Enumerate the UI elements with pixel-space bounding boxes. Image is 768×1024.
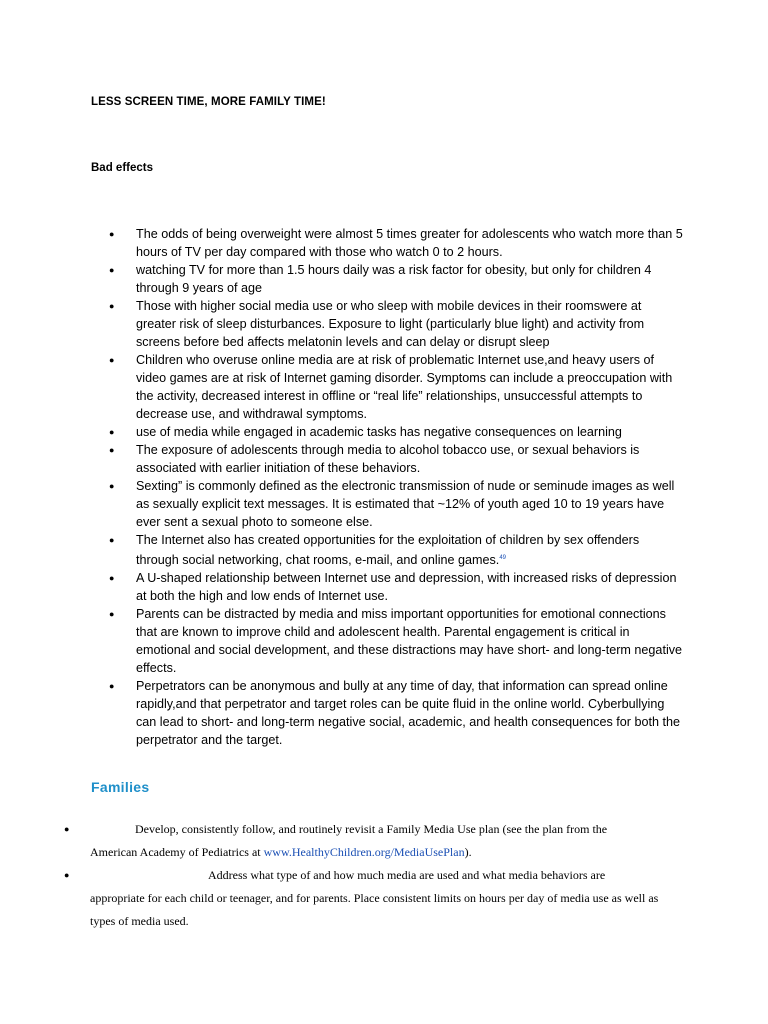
bullet-icon: ● [109,609,115,620]
list-item-text: ). [464,845,472,859]
list-item [109,477,684,531]
bullet-icon: ● [109,427,115,437]
list-item-text: watching TV for more than 1.5 hours daily was a risk factor for obesity, but only for children 4 through 9 years of age [136,263,652,295]
list-item-text: Address what type of and how much media are used and what media behaviors are [208,868,606,882]
list-item-text: Parents can be distracted by media and miss important opportunities for emotional connections that are known to improve child and adolescent health. Parental engagement is critical in emotional and social development, and these distractions may have short- and long-term negative effects. [136,607,683,676]
bullet-icon: ● [109,229,115,239]
bullet-icon: ● [109,573,115,584]
list-item-text: Develop, consistently follow, and routinely revisit a Family Media Use plan (see the plan from the [135,822,608,836]
list-item-text: use of media while engaged in academic tasks has negative consequences on learning [136,425,622,439]
bullet-icon: ● [64,824,70,834]
list-item [109,677,684,749]
citation-link[interactable]: 49 [499,555,506,561]
list-item-text: American Academy of Pediatrics at [90,845,264,859]
list-item [64,818,684,864]
list-item [109,605,684,677]
list-item [109,441,684,477]
bullet-icon: ● [109,681,115,692]
document-title: LESS SCREEN TIME, MORE FAMILY TIME! [91,96,326,108]
list-item [109,225,684,261]
list-item-text: Perpetrators can be anonymous and bully at any time of day, that information can spread online rapidly,and that perpetrator and target roles can be quite fluid in the online world. Cyberbullying can lead to short- and long-term negative social, academic, and health consequences for both the perpetrator and the target. [136,679,680,748]
list-item-text-continued: appropriate for each child or teenager, and for parents. Place consistent limits on hours per day of media use as well as types of media used. [90,891,659,928]
bad-effects-list [109,225,684,749]
list-item-text: The exposure of adolescents through media to alcohol tobacco use, or sexual behaviors is associated with earlier initiation of these behaviors. [136,443,640,475]
list-item [109,351,684,423]
media-use-plan-link[interactable]: www.HealthyChildren.org/MediaUsePlan [263,845,465,859]
bullet-icon: ● [109,535,115,545]
bullet-icon: ● [64,870,70,880]
list-item-text: The Internet also has created opportunities for the exploitation of children by sex offenders through social networking, chat rooms, e-mail, and online games. [136,533,640,568]
list-item-text-continued [64,841,684,864]
list-item-text: Those with higher social media use or who sleep with mobile devices in their roomswere at greater risk of sleep disturbances. Exposure to light (particularly blue light) and activity from screens before bed affects melatonin levels and can delay or disrupt sleep [136,299,645,349]
bullet-icon: ● [109,301,115,311]
list-item [109,423,684,441]
list-item [64,864,684,933]
list-item-text: The odds of being overweight were almost 5 times greater for adolescents who watch more than 5 hours of TV per day compared with those who watch 0 to 2 hours. [136,227,683,259]
list-item [109,297,684,351]
families-list [64,818,684,933]
list-item-text: Sexting” is commonly defined as the electronic transmission of nude or seminude images as well as sexually explicit text messages. It is estimated that ~12% of youth aged 10 to 19 years have ever sent a sexual photo to someone else. [136,479,675,529]
bullet-icon: ● [109,481,115,491]
list-item-text: A U-shaped relationship between Internet use and depression, with increased risks of depression at both the high and low ends of Internet use. [136,571,677,604]
bullet-icon: ● [109,445,115,455]
list-item-text: Children who overuse online media are at risk of problematic Internet use,and heavy users of video games are at risk of Internet gaming disorder. Symptoms can include a preoccupation with the activity, decreased interest in offline or “real life” relationships, unsuccessful attempts to decrease use, and withdrawal symptoms. [136,353,673,421]
families-heading: Families [91,779,150,795]
list-item [109,531,684,569]
list-item [109,261,684,297]
bullet-icon: ● [109,265,115,275]
list-item [109,569,684,605]
bullet-icon: ● [109,355,115,365]
bad-effects-heading: Bad effects [91,162,153,174]
